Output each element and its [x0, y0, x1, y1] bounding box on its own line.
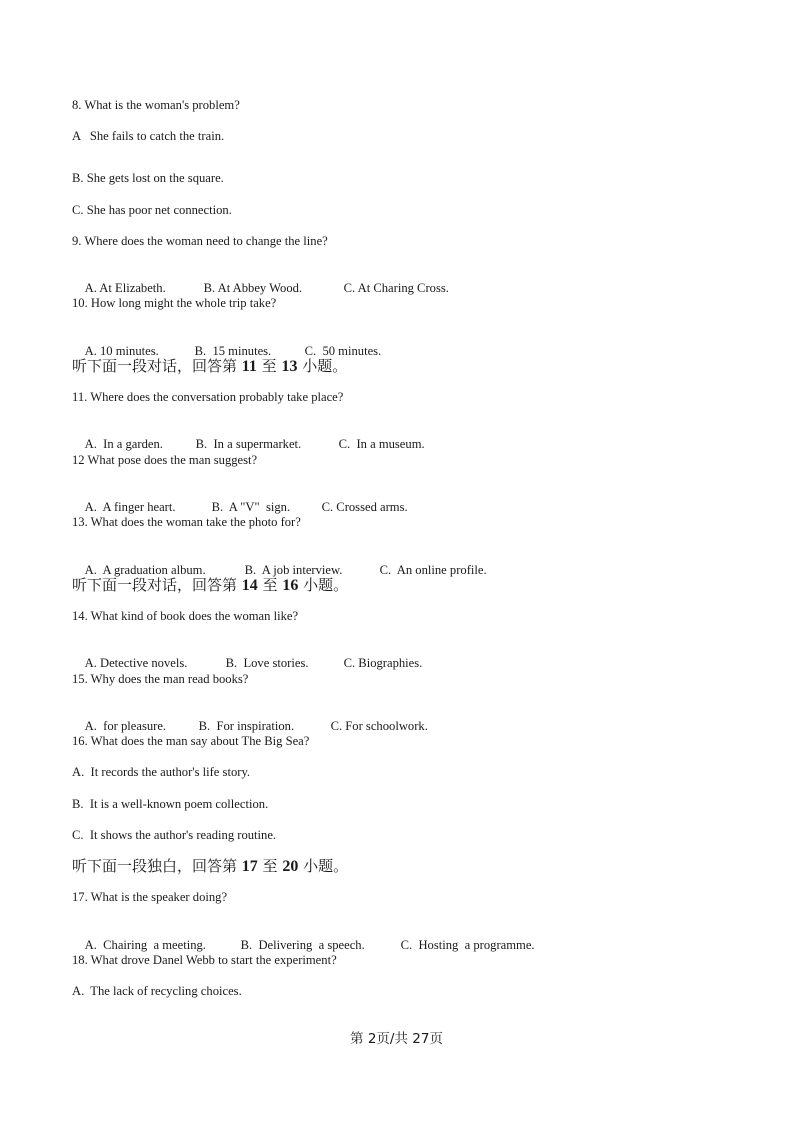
- question-10-option-a: A. 10 minutes.: [84, 344, 159, 358]
- question-9-option-a: A. At Elizabeth.: [84, 281, 166, 295]
- question-17-option-c: C. Hosting a programme.: [400, 938, 535, 952]
- question-13-stem: 13. What does the woman take the photo for?: [72, 515, 301, 529]
- question-14-option-a: A. Detective novels.: [84, 656, 188, 670]
- question-13-option-a: A. A graduation album.: [84, 563, 206, 577]
- question-18-stem: 18. What drove Danel Webb to start the experiment?: [72, 953, 337, 967]
- question-10-stem: 10. How long might the whole trip take?: [72, 296, 277, 310]
- question-17-stem: 17. What is the speaker doing?: [72, 890, 228, 904]
- section-heading-17-20: 听下面一段独白，回答第 17 至 20 小题。: [72, 857, 349, 875]
- question-13-option-b: B. A job interview.: [244, 563, 343, 577]
- question-16-stem: 16. What does the man say about The Big Sea?: [72, 734, 310, 748]
- question-8-option-a: A She fails to catch the train.: [72, 129, 225, 143]
- question-9-stem: 9. Where does the woman need to change the line?: [72, 234, 328, 248]
- question-16-option-a: A. It records the author's life story.: [72, 765, 251, 779]
- question-9-option-c: C. At Charing Cross.: [343, 281, 449, 295]
- section-heading-11-13: 听下面一段对话，回答第 11 至 13 小题。: [72, 357, 348, 375]
- question-15-option-a: A. for pleasure.: [84, 719, 167, 733]
- question-11-stem: 11. Where does the conversation probably take place?: [72, 390, 344, 404]
- question-12-option-a: A. A finger heart.: [84, 500, 176, 514]
- question-10-option-b: B. 15 minutes.: [194, 344, 272, 358]
- question-8-option-c: C. She has poor net connection.: [72, 203, 232, 217]
- question-15-stem: 15. Why does the man read books?: [72, 672, 249, 686]
- question-14-option-b: B. Love stories.: [225, 656, 309, 670]
- question-12-option-c: C. Crossed arms.: [321, 500, 408, 514]
- question-11-option-a: A. In a garden.: [84, 437, 163, 451]
- question-9-option-b: B. At Abbey Wood.: [203, 281, 303, 295]
- question-17-option-b: B. Delivering a speech.: [240, 938, 365, 952]
- question-14-option-c: C. Biographies.: [343, 656, 423, 670]
- question-11-option-c: C. In a museum.: [338, 437, 425, 451]
- question-16-option-b: B. It is a well-known poem collection.: [72, 797, 269, 811]
- question-8-option-b: B. She gets lost on the square.: [72, 171, 224, 185]
- question-15-option-b: B. For inspiration.: [198, 719, 295, 733]
- question-13-option-c: C. An online profile.: [379, 563, 487, 577]
- question-11-option-b: B. In a supermarket.: [195, 437, 302, 451]
- question-17-option-a: A. Chairing a meeting.: [84, 938, 206, 952]
- question-12-stem: 12 What pose does the man suggest?: [72, 453, 258, 467]
- page-number-footer: 第 2页/共 27页: [350, 1031, 443, 1047]
- question-14-stem: 14. What kind of book does the woman like?: [72, 609, 299, 623]
- question-18-option-a: A. The lack of recycling choices.: [72, 984, 242, 998]
- question-15-option-c: C. For schoolwork.: [330, 719, 428, 733]
- section-heading-14-16: 听下面一段对话，回答第 14 至 16 小题。: [72, 576, 349, 594]
- question-8-stem: 8. What is the woman's problem?: [72, 98, 240, 112]
- question-10-option-c: C. 50 minutes.: [304, 344, 382, 358]
- question-16-option-c: C. It shows the author's reading routine.: [72, 828, 277, 842]
- question-12-option-b: B. A "V" sign.: [211, 500, 291, 514]
